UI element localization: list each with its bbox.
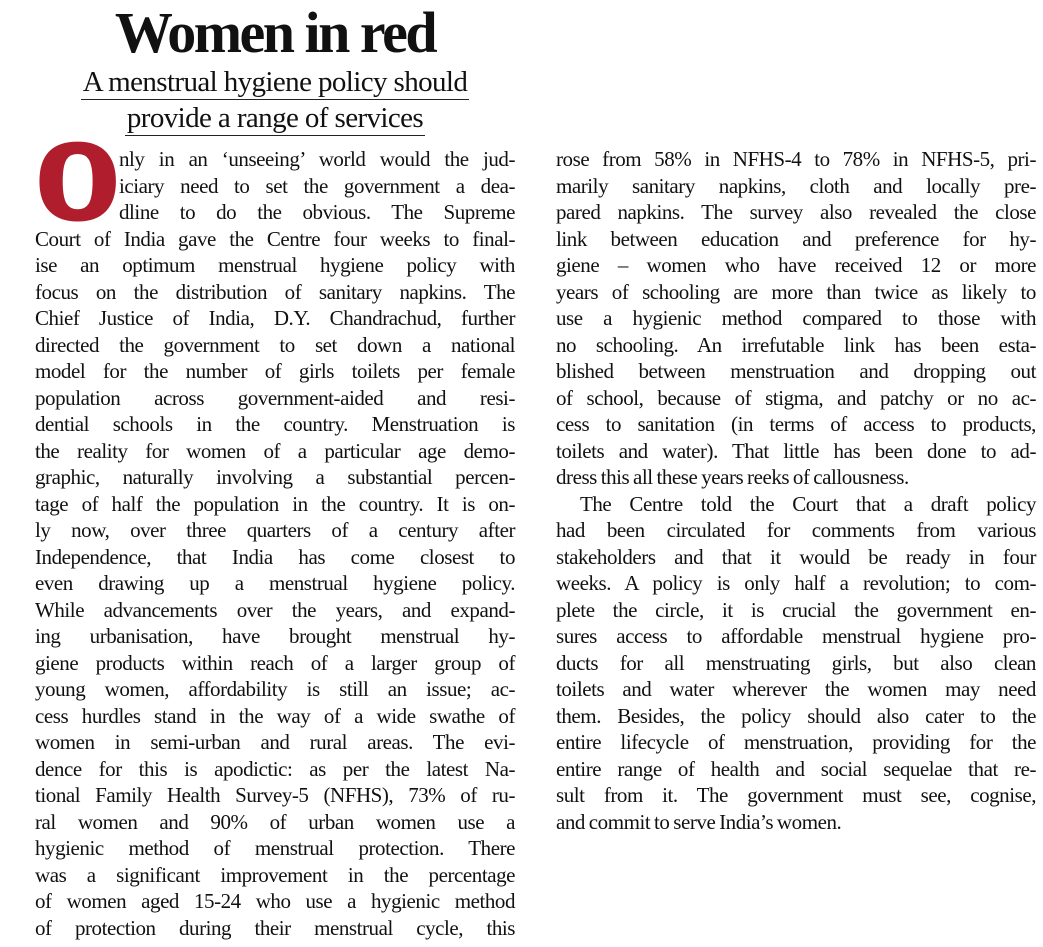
article-line: entire range of health and social sequelae that re-: [556, 756, 1036, 781]
article-line: iciary need to set the government a dea-: [119, 173, 515, 198]
article-line: pared napkins. The survey also revealed the close: [556, 200, 1036, 224]
article-line: use a hygienic method compared to those with: [556, 306, 1036, 330]
article-line: population across government-aided and resi-: [35, 385, 515, 410]
article-line: link between education and preference for hy-: [556, 226, 1036, 251]
article-line: giene – women who have received 12 or more: [556, 253, 1036, 277]
article-line: Independence, that India has come closest to: [35, 544, 515, 569]
article-line: no schooling. An irrefutable link has been esta-: [556, 332, 1036, 357]
article-line: Court of India gave the Centre four weeks to final-: [35, 226, 515, 251]
article-line: plete the circle, it is crucial the government en-: [556, 597, 1036, 622]
article-line: While advancements over the years, and expand-: [35, 597, 515, 622]
article-line: of women aged 15-24 who use a hygienic method: [35, 889, 515, 913]
article-line: nly in an ‘unseeing’ world would the jud-: [119, 147, 515, 171]
article-line: marily sanitary napkins, cloth and locally pre-: [556, 173, 1036, 198]
article-line: and commit to serve India’s women.: [556, 809, 842, 834]
subheadline-text: provide a range of services: [126, 102, 424, 134]
article-line: them. Besides, the policy should also cater to the: [556, 703, 1036, 728]
article-line: tional Family Health Survey-5 (NFHS), 73% of ru-: [35, 783, 515, 807]
article-line: ral women and 90% of urban women use a: [35, 809, 515, 834]
drop-cap: O: [37, 122, 118, 241]
article-line: ly now, over three quarters of a century after: [35, 518, 515, 542]
article-line: dence for this is apodictic: as per the latest Na-: [35, 756, 515, 781]
article-line: years of schooling are more than twice as likely to: [556, 279, 1036, 304]
article-line: directed the government to set down a national: [35, 332, 515, 357]
article-line: cess to sanitation (in terms of access to products,: [556, 412, 1036, 436]
article-line: toilets and water wherever the women may need: [556, 677, 1036, 701]
article-line: rose from 58% in NFHS-4 to 78% in NFHS-5, pri-: [556, 147, 1036, 171]
article-line: blished between menstruation and dropping out: [556, 359, 1036, 383]
subheadline-line-1: [0, 66, 550, 100]
article-line: toilets and water). That little has been done to ad-: [556, 438, 1036, 463]
subheadline-text: A menstrual hygiene policy should: [82, 66, 468, 98]
article-line: stakeholders and that it would be ready in four: [556, 544, 1036, 569]
article-line: dential schools in the country. Menstruation is: [35, 412, 515, 436]
article-line: ise an optimum menstrual hygiene policy with: [35, 253, 515, 277]
article-line: of protection during their menstrual cycle, this: [35, 915, 515, 940]
article-line: Chief Justice of India, D.Y. Chandrachud, further: [35, 306, 515, 330]
article-line: giene products within reach of a larger group of: [35, 650, 515, 675]
article-line: of school, because of stigma, and patchy or no ac-: [556, 385, 1036, 410]
article-line: even drawing up a menstrual hygiene policy.: [35, 571, 515, 595]
article-line: weeks. A policy is only half a revolution; to com-: [556, 571, 1036, 595]
article-line: ing urbanisation, have brought menstrual hy-: [35, 624, 515, 648]
article-line: graphic, naturally involving a substantial percen-: [35, 465, 515, 489]
article-line: hygienic method of menstrual protection. There: [35, 836, 515, 860]
article-line: young women, affordability is still an issue; ac-: [35, 677, 515, 701]
article-line: sures access to affordable menstrual hygiene pro-: [556, 624, 1036, 648]
article-line: cess hurdles stand in the way of a wide swathe of: [35, 703, 515, 728]
headline: Women in red: [114, 0, 436, 65]
article-column-right: [556, 146, 1036, 835]
article-line: dline to do the obvious. The Supreme: [119, 200, 515, 224]
article-line: the reality for women of a particular age demo-: [35, 438, 515, 463]
article-line: dress this all these years reeks of callousness.: [556, 465, 909, 489]
article-line: entire lifecycle of menstruation, providing for the: [556, 730, 1036, 754]
article-column-left: [35, 146, 515, 941]
article-line: had been circulated for comments from various: [556, 518, 1036, 542]
article-line: was a significant improvement in the percentage: [35, 862, 515, 887]
article-line: sult from it. The government must see, cognise,: [556, 783, 1036, 807]
article-line: The Centre told the Court that a draft policy: [580, 491, 1036, 516]
article-line: model for the number of girls toilets per female: [35, 359, 515, 383]
article-line: focus on the distribution of sanitary napkins. The: [35, 279, 515, 304]
article-line: tage of half the population in the country. It is on-: [35, 491, 515, 516]
article-line: ducts for all menstruating girls, but also clean: [556, 650, 1036, 675]
article-line: women in semi-urban and rural areas. The evi-: [35, 730, 515, 754]
